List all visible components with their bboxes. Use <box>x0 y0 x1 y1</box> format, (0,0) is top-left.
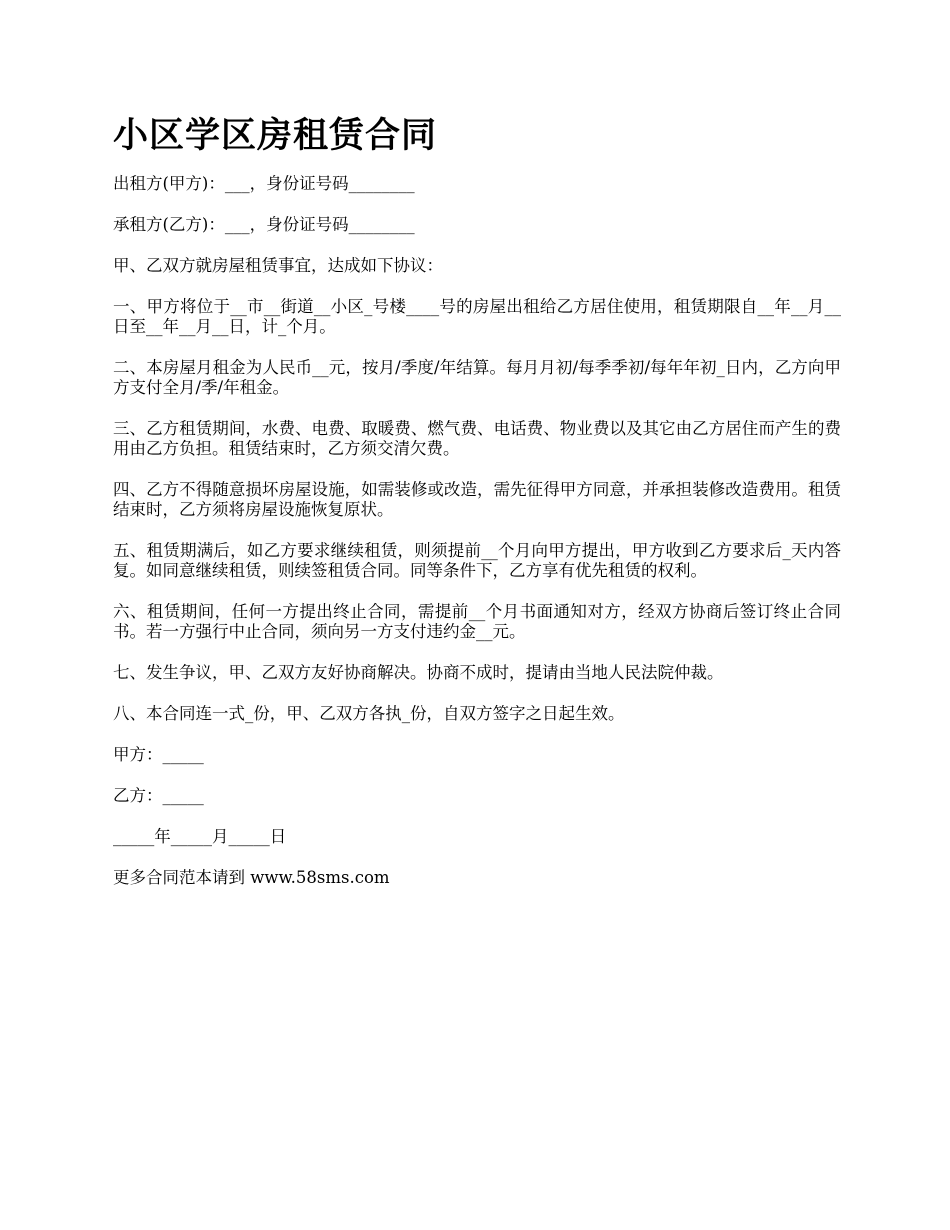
document-page <box>113 112 841 909</box>
clause-3: 三、乙方租赁期间，水费、电费、取暖费、燃气费、电话费、物业费以及其它由乙方居住而产生的费用由乙方负担。租赁结束时，乙方须交清欠费。 <box>113 419 841 458</box>
clause-5: 五、租赁期满后，如乙方要求继续租赁，则须提前__个月向甲方提出，甲方收到乙方要求后_天内答复。如同意继续租赁，则续签租赁合同。同等条件下，乙方享有优先租赁的权利。 <box>113 541 841 580</box>
footer-note: 更多合同范本请到 www.58sms.com <box>113 868 390 887</box>
clause-7: 七、发生争议，甲、乙双方友好协商解决。协商不成时，提请由当地人民法院仲裁。 <box>113 663 724 682</box>
party-a-signature: 甲方：_____ <box>113 745 204 764</box>
party-a-line: 出租方(甲方)：___，身份证号码________ <box>113 174 415 193</box>
clause-1: 一、甲方将位于__市__街道__小区_号楼____号的房屋出租给乙方居住使用，租赁期限自__年__月__日至__年__月__日，计_个月。 <box>113 297 841 336</box>
party-b-signature: 乙方：_____ <box>113 786 204 805</box>
party-b-line: 承租方(乙方)：___，身份证号码________ <box>113 215 415 234</box>
signing-date: _____年_____月_____日 <box>113 827 287 846</box>
agreement-intro: 甲、乙双方就房屋租赁事宜，达成如下协议： <box>113 256 443 275</box>
clause-2: 二、本房屋月租金为人民币__元，按月/季度/年结算。每月月初/每季季初/每年年初_日内，乙方向甲方支付全月/季/年租金。 <box>113 358 841 397</box>
clause-6: 六、租赁期间，任何一方提出终止合同，需提前__个月书面通知对方，经双方协商后签订终止合同书。若一方强行中止合同，须向另一方支付违约金__元。 <box>113 602 841 641</box>
document-title: 小区学区房租赁合同 <box>113 116 438 156</box>
clause-4: 四、乙方不得随意损坏房屋设施，如需装修或改造，需先征得甲方同意，并承担装修改造费用。租赁结束时，乙方须将房屋设施恢复原状。 <box>113 480 841 519</box>
clause-8: 八、本合同连一式_份，甲、乙双方各执_份，自双方签字之日起生效。 <box>113 704 625 723</box>
